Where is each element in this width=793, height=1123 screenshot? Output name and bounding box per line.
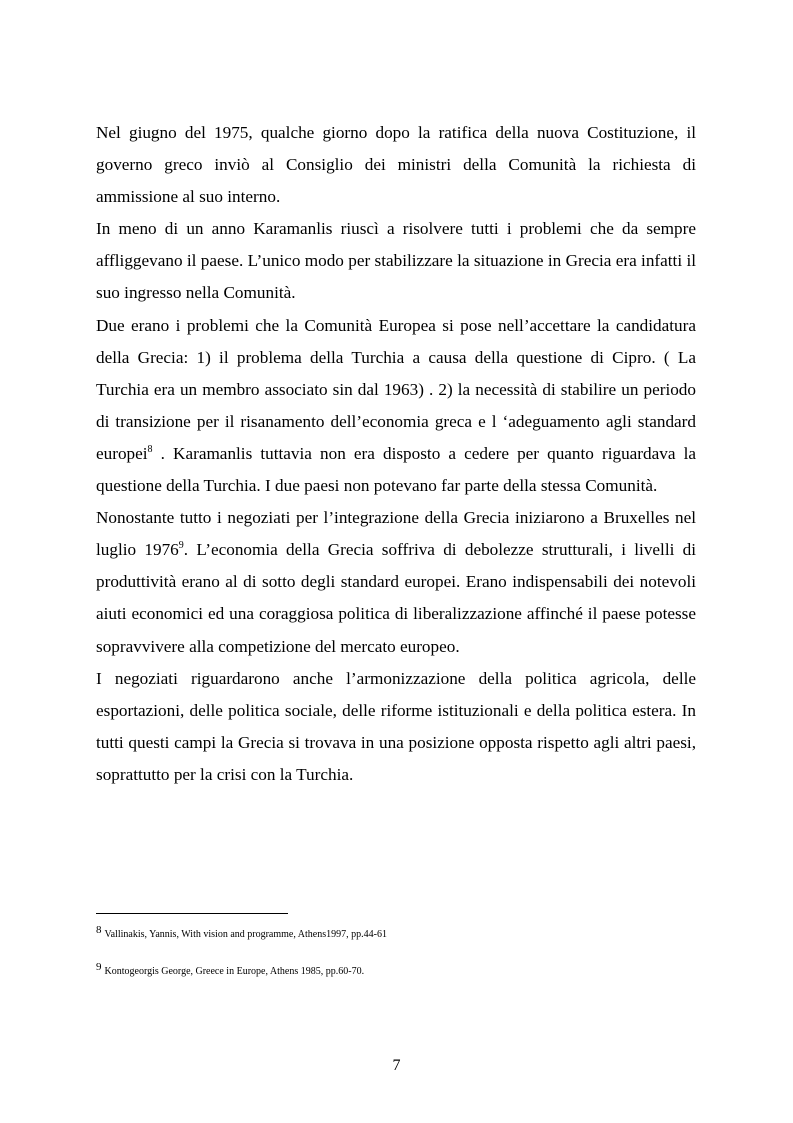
paragraph-1: Nel giugno del 1975, qualche giorno dopo la ratifica della nuova Costituzione, il governo greco inviò al Consiglio dei ministri della Comunità la richiesta di ammissione al suo interno. (96, 123, 696, 207)
footnote-9 (96, 960, 716, 979)
paragraph-4 (96, 502, 696, 662)
paragraph-5: I negoziati riguardarono anche l’armonizzazione della politica agricola, delle esportazioni, delle politica sociale, delle riforme istituzionali e della politica estera. In tutti questi campi la Grecia si trovava in una posizione opposta rispetto agli altri paesi, soprattutto per la crisi con la Turchia. (96, 668, 696, 784)
footnote-8 (96, 923, 716, 942)
footnote-text: Vallinakis, Yannis, With vision and programme, Athens1997, pp.44-61 (104, 929, 387, 940)
footnote-reference-8: 8 (147, 443, 153, 455)
paragraph-3-text-after: . Karamanlis tuttavia non era disposto a cedere per quanto riguardava la questione della Turchia. I due paesi non potevano far parte della stessa Comunità. (96, 443, 696, 496)
paragraph-4-text-before: Nonostante tutto i negoziati per l’integrazione della Grecia iniziarono a Bruxelles nel luglio 1976 (96, 508, 696, 560)
footnote-text: Kontogeorgis George, Greece in Europe, Athens 1985, pp.60-70. (104, 966, 365, 977)
footnote-separator (96, 913, 288, 914)
footnote-number: 8 (96, 924, 102, 936)
footnote-reference-9: 9 (178, 540, 184, 552)
paragraph-3 (96, 310, 696, 503)
page-number: 7 (392, 1057, 401, 1074)
paragraph-2: In meno di un anno Karamanlis riuscì a risolvere tutti i problemi che da sempre affliggevano il paese. L’unico modo per stabilizzare la situazione in Grecia era infatti il suo ingresso nella Comunità. (96, 219, 696, 303)
paragraph-4-text-after: . L’economia della Grecia soffriva di debolezze strutturali, i livelli di produttività erano al di sotto degli standard europei. Erano indispensabili dei notevoli aiuti economici ed una coraggiosa politica di liberalizzazione affinché il paese potesse sopravvivere alla competizione del mercato europeo. (96, 540, 697, 656)
body-text (96, 117, 696, 791)
footnote-number: 9 (96, 961, 102, 973)
paragraph-3-text-before: Due erano i problemi che la Comunità Europea si pose nell’accettare la candidatura della Grecia: 1) il problema della Turchia a causa della questione di Cipro. ( La Turchia era un membro associato sin dal 1963) . 2) la necessità di stabilire un periodo di transizione per il risanamento dell’economia greca e l ‘adeguamento agli standard europei (96, 315, 696, 463)
